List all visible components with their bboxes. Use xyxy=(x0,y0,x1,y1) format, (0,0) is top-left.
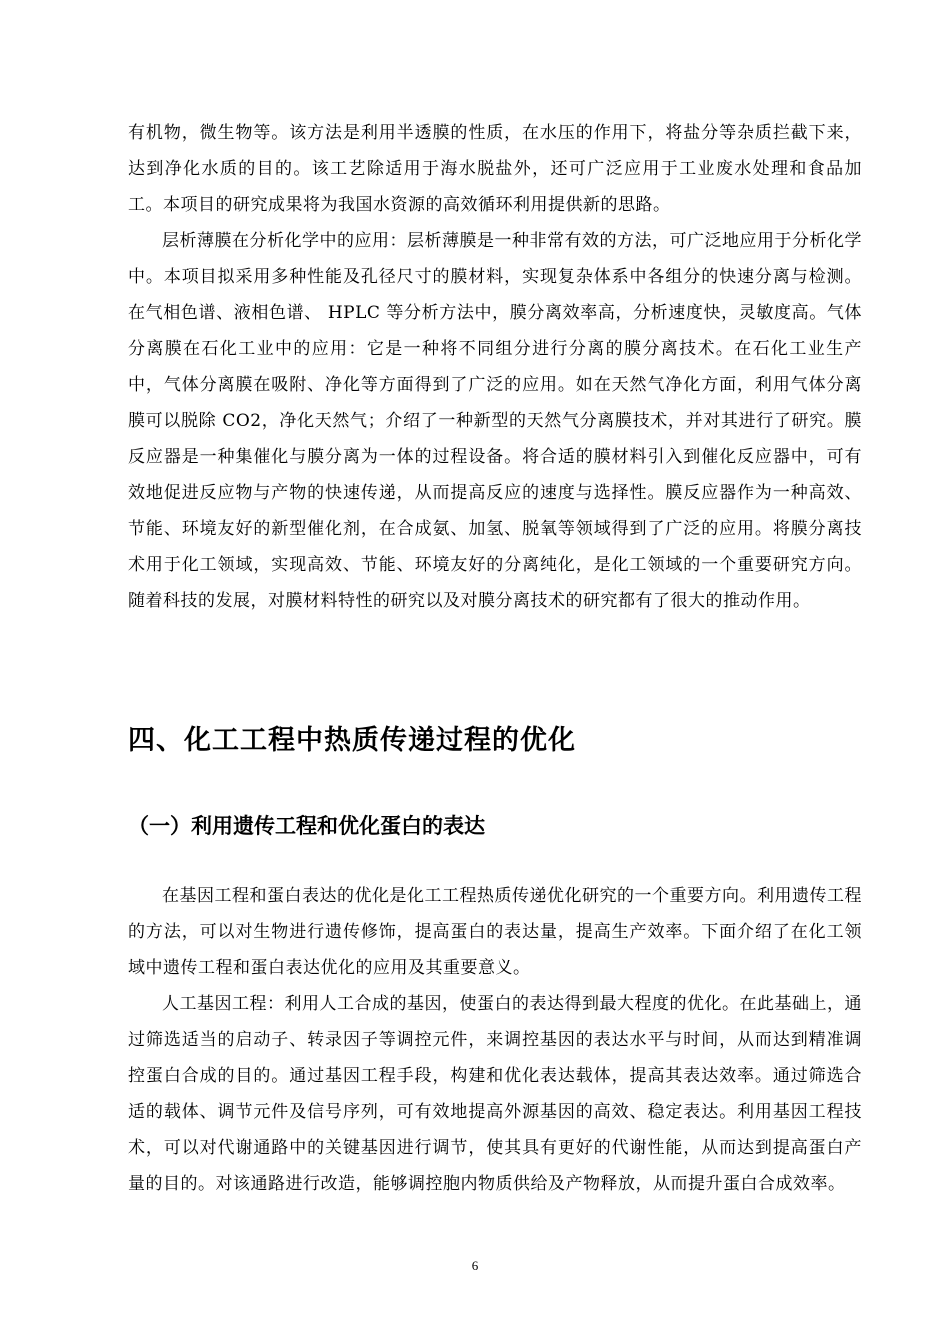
top-text-block xyxy=(128,115,862,619)
subsection-heading: （一）利用遗传工程和优化蛋白的表达 xyxy=(128,814,485,838)
paragraph-chromatography-membranes: 层析薄膜在分析化学中的应用：层析薄膜是一种非常有效的方法，可广泛地应用于分析化学中。本项目拟采用多种性能及孔径尺寸的膜材料，实现复杂体系中各组分的快速分离与检测。在气相色谱、液相色谱、 HPLC 等分析方法中，膜分离效率高，分析速度快，灵敏度高。气体分离膜在石化工业中的应用：它是一种将不同组分进行分离的膜分离技术。在石化工业生产中，气体分离膜在吸附、净化等方面得到了广泛的应用。如在天然气净化方面，利用气体分离膜可以脱除 CO2，净化天然气；介绍了一种新型的天然气分离膜技术，并对其进行了研究。膜反应器是一种集催化与膜分离为一体的过程设备。将合适的膜材料引入到催化反应器中，可有效地促进反应物与产物的快速传递，从而提高反应的速度与选择性。膜反应器作为一种高效、节能、环境友好的新型催化剂，在合成氨、加氢、脱氧等领域得到了广泛的应用。将膜分离技术用于化工领域，实现高效、节能、环境友好的分离纯化，是化工领域的一个重要研究方向。随着科技的发展，对膜材料特性的研究以及对膜分离技术的研究都有了很大的推动作用。 xyxy=(128,231,862,611)
page-number: 6 xyxy=(471,1258,479,1273)
paragraph-continuation: 有机物，微生物等。该方法是利用半透膜的性质，在水压的作用下，将盐分等杂质拦截下来，达到净化水质的目的。该工艺除适用于海水脱盐外，还可广泛应用于工业废水处理和食品加工。本项目的研究成果将为我国水资源的高效循环利用提供新的思路。 xyxy=(128,123,862,215)
bottom-text-block xyxy=(128,878,862,1202)
section-heading: 四、化工工程中热质传递过程的优化 xyxy=(128,725,576,756)
paragraph-artificial-gene-engineering: 人工基因工程：利用人工合成的基因，使蛋白的表达得到最大程度的优化。在此基础上，通过筛选适当的启动子、转录因子等调控元件，来调控基因的表达水平与时间，从而达到精准调控蛋白合成的目的。通过基因工程手段，构建和优化表达载体，提高其表达效率。通过筛选合适的载体、调节元件及信号序列，可有效地提高外源基因的高效、稳定表达。利用基因工程技术，可以对代谢通路中的关键基因进行调节，使其具有更好的代谢性能，从而达到提高蛋白产量的目的。对该通路进行改造，能够调控胞内物质供给及产物释放，从而提升蛋白合成效率。 xyxy=(128,994,862,1194)
paragraph-genetic-engineering-intro: 在基因工程和蛋白表达的优化是化工工程热质传递优化研究的一个重要方向。利用遗传工程的方法，可以对生物进行遗传修饰，提高蛋白的表达量，提高生产效率。下面介绍了在化工领域中遗传工程和蛋白表达优化的应用及其重要意义。 xyxy=(128,886,862,978)
